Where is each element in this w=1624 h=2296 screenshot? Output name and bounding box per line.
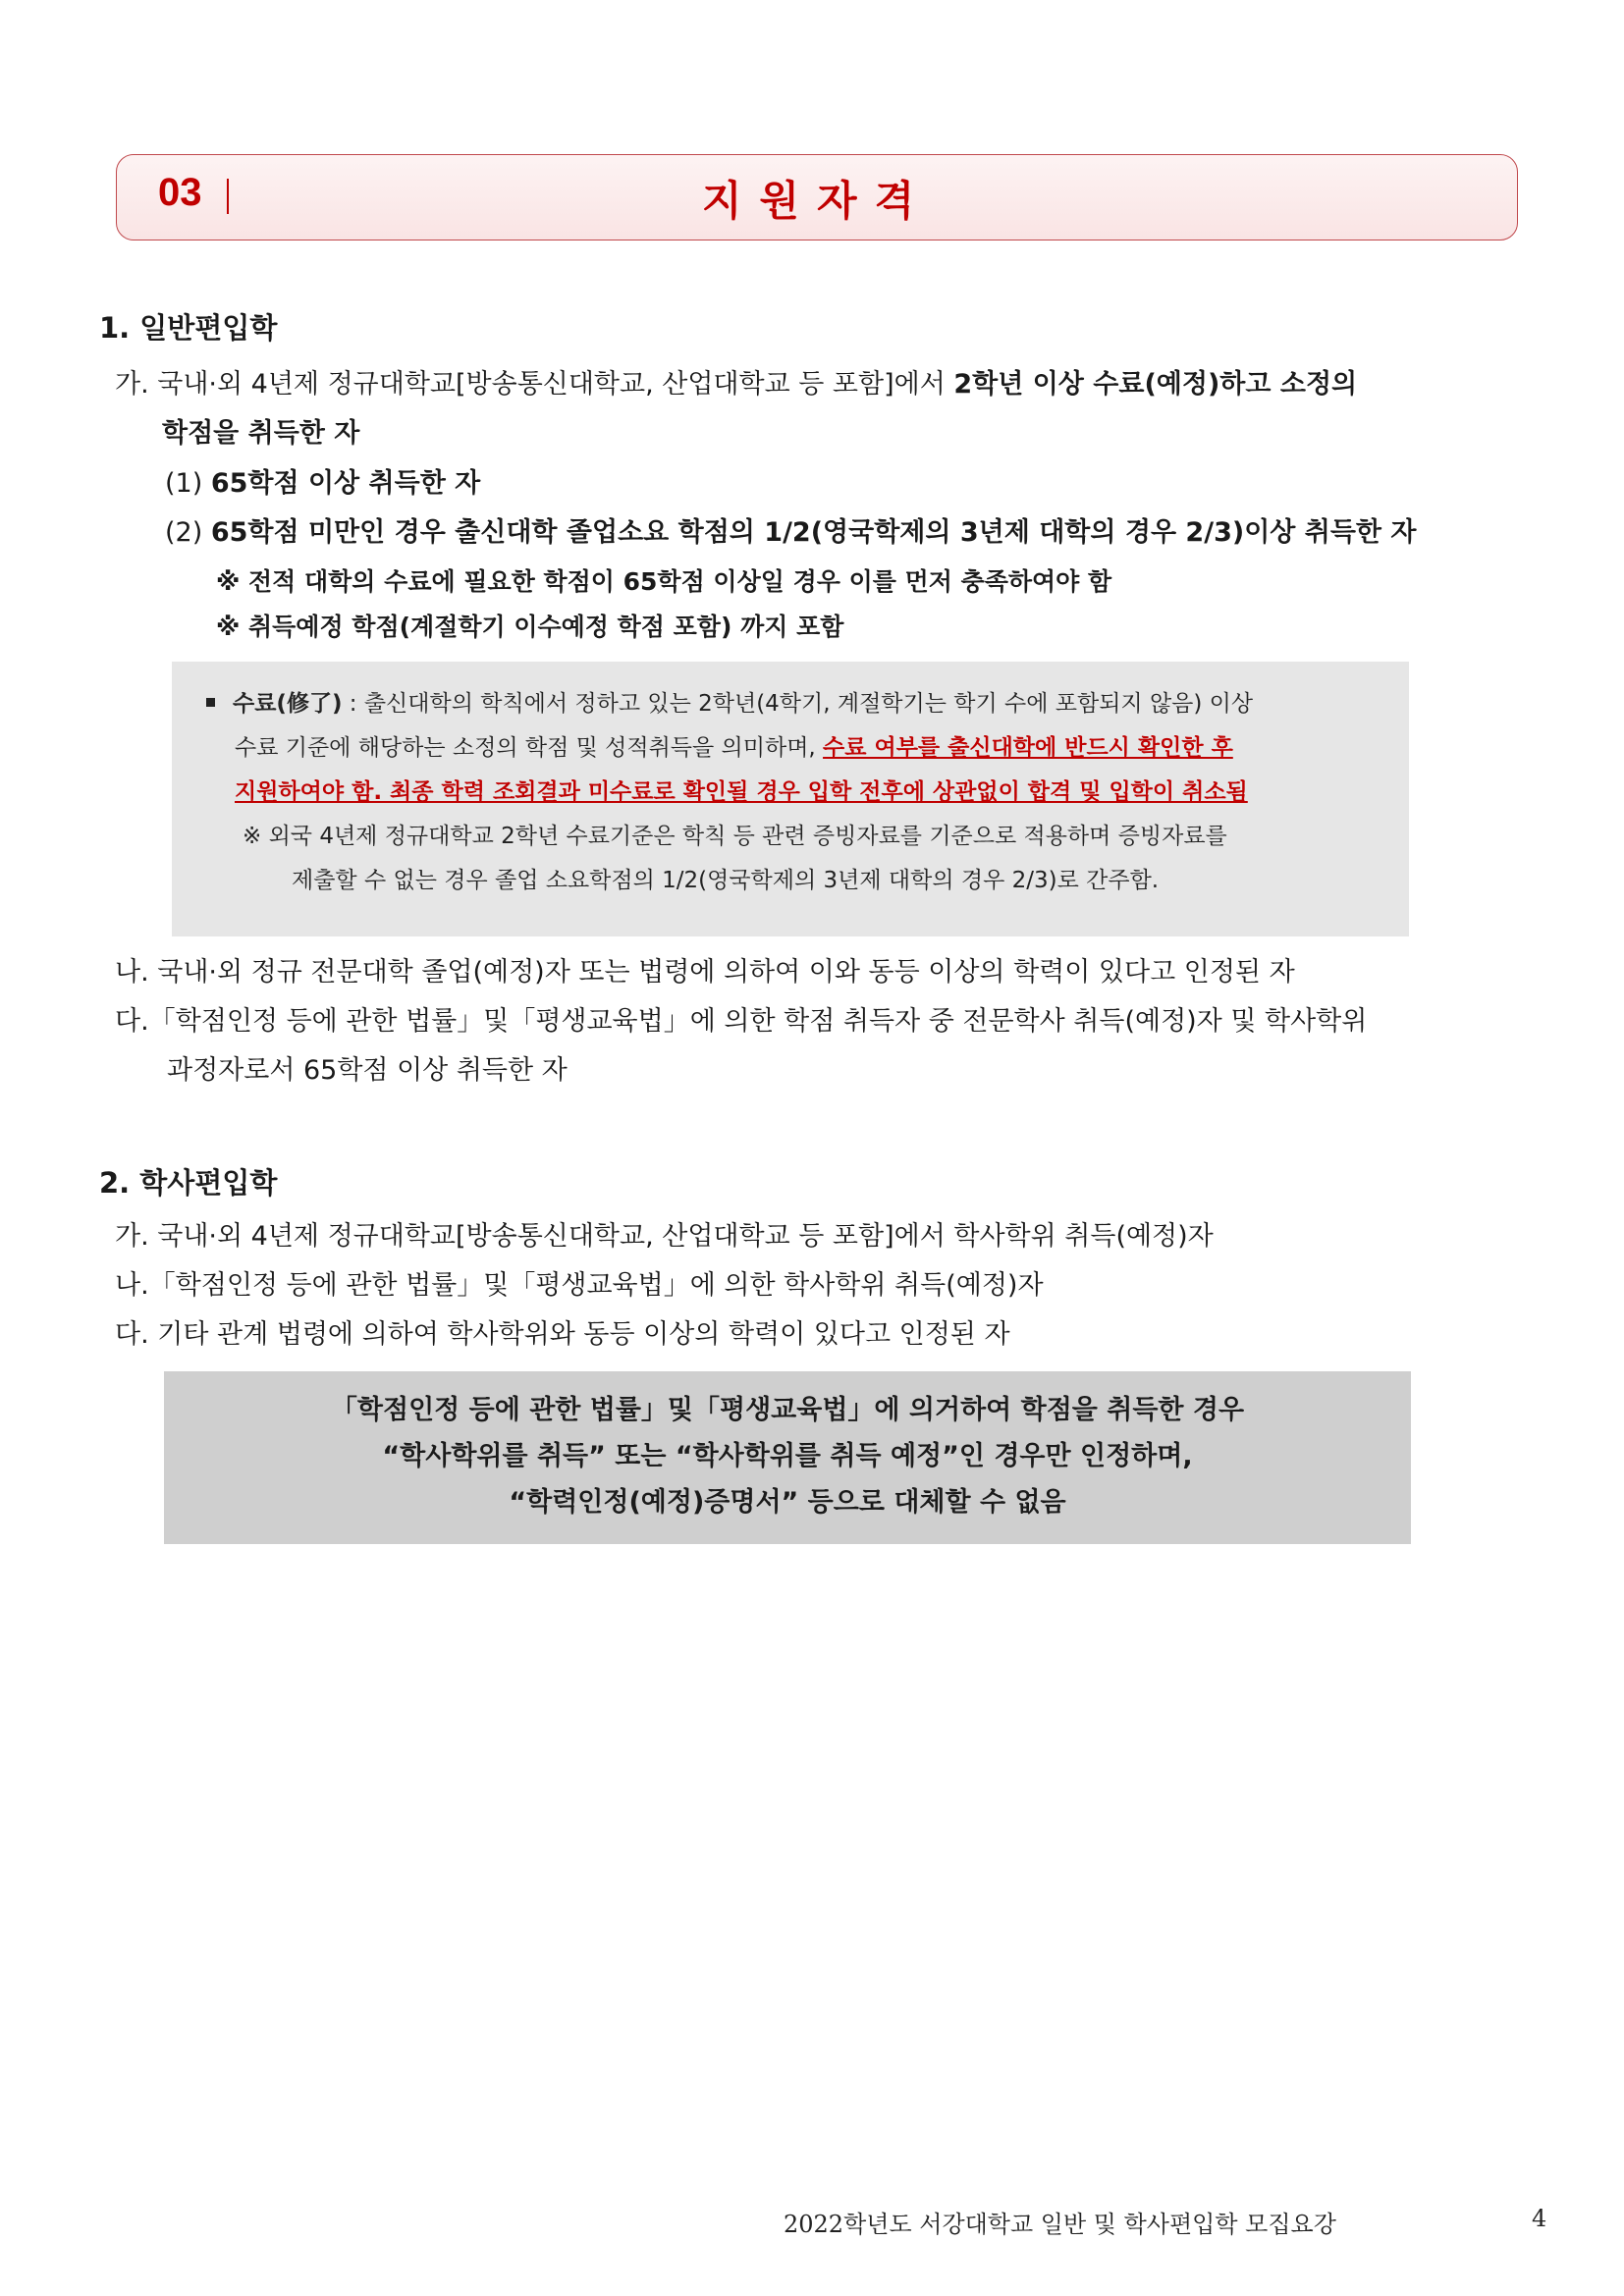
box-line5: 제출할 수 없는 경우 졸업 소요학점의 1/2(영국학제의 3년제 대학의 경우 2/3)로 간주함. [292, 868, 1160, 893]
section2-item-da: 다. 기타 관계 법령에 의하여 학사학위와 동등 이상의 학력이 있다고 인정된 자 [115, 1319, 1010, 1350]
section1-item-na: 나. 국내·외 정규 전문대학 졸업(예정)자 또는 법령에 의하여 이와 동등 이상의 학력이 있다고 인정된 자 [115, 957, 1295, 988]
section2-item-na: 나.「학점인정 등에 관한 법률」및「평생교육법」에 의한 학사학위 취득(예정)자 [115, 1270, 1044, 1301]
section-number: 03 [158, 171, 202, 214]
section2-heading: 2. 학사편입학 [99, 1166, 278, 1200]
notice-line2: “학사학위를 취득” 또는 “학사학위를 취득 예정”인 경우만 인정하며, [382, 1441, 1193, 1471]
sub1-text: 65학점 이상 취득한 자 [210, 468, 481, 499]
completion-definition-box [172, 662, 1409, 936]
section1-note2: ※ 취득예정 학점(계절학기 이수예정 학점 포함) 까지 포함 [216, 613, 844, 641]
section1-item-da-line1: 다.「학점인정 등에 관한 법률」및「평생교육법」에 의한 학점 취득자 중 전문학사 취득(예정)자 및 학사학위 [115, 1006, 1368, 1037]
box-line2-text: 수료 기준에 해당하는 소정의 학점 및 성적취득을 의미하며, [235, 735, 824, 761]
page-number: 4 [1532, 2205, 1547, 2232]
box-line2-warning: 수료 여부를 출신대학에 반드시 확인한 후 [823, 735, 1233, 761]
section1-item-da-line2: 과정자로서 65학점 이상 취득한 자 [167, 1055, 568, 1086]
sub1-number: (1) [165, 468, 211, 499]
box-line3 [235, 777, 1248, 807]
section1-item-ga-line2: 학점을 취득한 자 [162, 418, 360, 449]
box-line3-warning: 지원하여야 함. 최종 학력 조회결과 미수료로 확인될 경우 입학 전후에 상관없이 합격 및 입학이 취소됨 [235, 779, 1248, 805]
section1-sub1 [165, 467, 480, 501]
box-term: 수료(修了) [233, 691, 343, 717]
section1-sub2 [165, 516, 1417, 550]
box-line2 [235, 733, 1233, 763]
notice-line1: 「학점인정 등에 관한 법률」및「평생교육법」에 의거하여 학점을 취득한 경우 [330, 1395, 1245, 1425]
section1-item-ga-text: 가. 국내·외 4년제 정규대학교[방송통신대학교, 산업대학교 등 포함]에서 [115, 369, 954, 400]
footer-text: 2022학년도 서강대학교 일반 및 학사편입학 모집요강 [784, 2211, 1336, 2238]
sub2-text: 65학점 미만인 경우 출신대학 졸업소요 학점의 1/2(영국학제의 3년제 대학의 경우 2/3)이상 취득한 자 [210, 517, 1417, 548]
section1-item-ga-line1 [115, 368, 1357, 401]
box-line1 [206, 689, 1253, 719]
sub2-number: (2) [165, 517, 211, 548]
notice-line3: “학력인정(예정)증명서” 등으로 대체할 수 없음 [509, 1487, 1066, 1518]
credit-recognition-notice-box [164, 1371, 1411, 1544]
box-line4: ※ 외국 4년제 정규대학교 2학년 수료기준은 학칙 등 관련 증빙자료를 기준으로 적용하며 증빙자료를 [243, 824, 1227, 849]
square-bullet-icon [206, 698, 215, 707]
section1-heading: 1. 일반편입학 [99, 311, 278, 345]
section-header-box [116, 154, 1518, 240]
box-line1-text: : 출신대학의 학칙에서 정하고 있는 2학년(4학기, 계절학기는 학기 수에 포함되지 않음) 이상 [342, 691, 1254, 717]
section1-item-ga-bold: 2학년 이상 수료(예정)하고 소정의 [953, 369, 1358, 400]
section1-note1: ※ 전적 대학의 수료에 필요한 학점이 65학점 이상일 경우 이를 먼저 충족하여야 함 [216, 567, 1112, 596]
section2-item-ga: 가. 국내·외 4년제 정규대학교[방송통신대학교, 산업대학교 등 포함]에서 학사학위 취득(예정)자 [115, 1221, 1214, 1252]
section-title: 지원자격 [701, 177, 933, 225]
